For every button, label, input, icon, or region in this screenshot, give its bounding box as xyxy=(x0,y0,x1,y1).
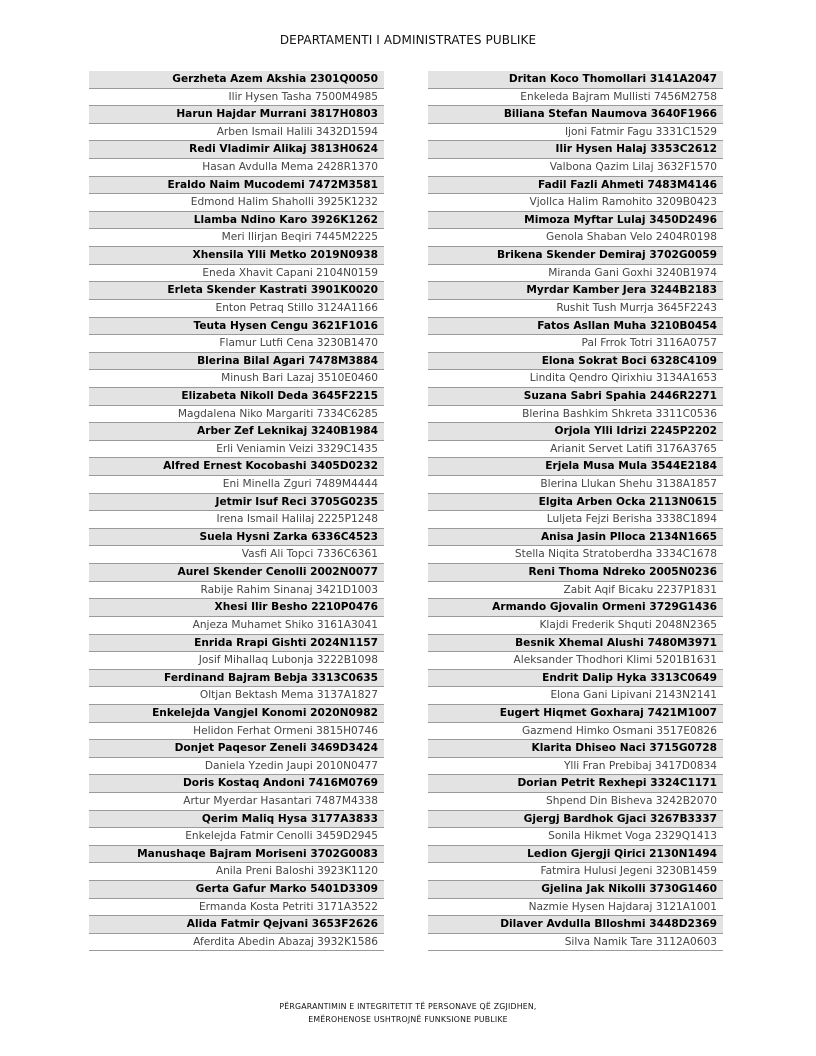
list-item: Erjela Musa Mula 3544E2184 xyxy=(428,458,723,476)
list-item: Arber Zef Leknikaj 3240B1984 xyxy=(89,423,384,441)
list-item: Suzana Sabri Spahia 2446R2271 xyxy=(428,388,723,406)
list-item: Xhesi Ilir Besho 2210P0476 xyxy=(89,599,384,617)
list-item: Meri Ilirjan Beqiri 7445M2225 xyxy=(89,229,384,247)
list-item: Anila Preni Baloshi 3923K1120 xyxy=(89,863,384,881)
list-item: Elgita Arben Ocka 2113N0615 xyxy=(428,494,723,512)
list-item: Arianit Servet Latifi 3176A3765 xyxy=(428,441,723,459)
list-item: Gjelina Jak Nikolli 3730G1460 xyxy=(428,881,723,899)
footer-line-1: PËRGARANTIMIN E INTEGRITETIT TË PERSONAVE QË ZGJIDHEN, xyxy=(279,1002,537,1011)
list-item: Dritan Koco Thomollari 3141A2047 xyxy=(428,71,723,89)
list-item: Dorian Petrit Rexhepi 3324C1171 xyxy=(428,775,723,793)
right-name-list xyxy=(428,71,723,951)
list-item: Redi Vladimir Alikaj 3813H0624 xyxy=(89,141,384,159)
list-item: Flamur Lutfi Cena 3230B1470 xyxy=(89,335,384,353)
list-item: Stella Niqita Stratoberdha 3334C1678 xyxy=(428,546,723,564)
list-item: Fatos Asllan Muha 3210B0454 xyxy=(428,318,723,336)
list-item: Vjollca Halim Ramohito 3209B0423 xyxy=(428,194,723,212)
list-item: Ferdinand Bajram Bebja 3313C0635 xyxy=(89,670,384,688)
list-item: Suela Hysni Zarka 6336C4523 xyxy=(89,529,384,547)
list-item: Blerina Bilal Agari 7478M3884 xyxy=(89,353,384,371)
list-item: Pal Frrok Totri 3116A0757 xyxy=(428,335,723,353)
list-item: Erleta Skender Kastrati 3901K0020 xyxy=(89,282,384,300)
list-item: Klajdi Frederik Shquti 2048N2365 xyxy=(428,617,723,635)
list-item: Klarita Dhiseo Naci 3715G0728 xyxy=(428,740,723,758)
list-item: Elona Gani Lipivani 2143N2141 xyxy=(428,687,723,705)
list-item: Silva Namik Tare 3112A0603 xyxy=(428,934,723,952)
list-item: Rabije Rahim Sinanaj 3421D1003 xyxy=(89,582,384,600)
list-item: Biliana Stefan Naumova 3640F1966 xyxy=(428,106,723,124)
list-item: Gerta Gafur Marko 5401D3309 xyxy=(89,881,384,899)
list-item: Brikena Skender Demiraj 3702G0059 xyxy=(428,247,723,265)
list-item: Gerzheta Azem Akshia 2301Q0050 xyxy=(89,71,384,89)
list-item: Reni Thoma Ndreko 2005N0236 xyxy=(428,564,723,582)
list-item: Elona Sokrat Boci 6328C4109 xyxy=(428,353,723,371)
list-item: Genola Shaban Velo 2404R0198 xyxy=(428,229,723,247)
list-item: Blerina Llukan Shehu 3138A1857 xyxy=(428,476,723,494)
list-item: Teuta Hysen Cengu 3621F1016 xyxy=(89,318,384,336)
list-item: Miranda Gani Goxhi 3240B1974 xyxy=(428,265,723,283)
list-item: Armando Gjovalin Ormeni 3729G1436 xyxy=(428,599,723,617)
list-item: Donjet Paqesor Zeneli 3469D3424 xyxy=(89,740,384,758)
list-item: Besnik Xhemal Alushi 7480M3971 xyxy=(428,635,723,653)
list-item: Llamba Ndino Karo 3926K1262 xyxy=(89,212,384,230)
list-item: Fadil Fazli Ahmeti 7483M4146 xyxy=(428,177,723,195)
list-item: Artur Myerdar Hasantari 7487M4338 xyxy=(89,793,384,811)
list-item: Enton Petraq Stillo 3124A1166 xyxy=(89,300,384,318)
list-item: Enkelejda Fatmir Cenolli 3459D2945 xyxy=(89,828,384,846)
list-item: Eneda Xhavit Capani 2104N0159 xyxy=(89,265,384,283)
list-item: Manushaqe Bajram Moriseni 3702G0083 xyxy=(89,846,384,864)
list-item: Ylli Fran Prebibaj 3417D0834 xyxy=(428,758,723,776)
list-item: Gjergj Bardhok Gjaci 3267B3337 xyxy=(428,811,723,829)
list-item: Endrit Dalip Hyka 3313C0649 xyxy=(428,670,723,688)
page-footer xyxy=(0,1000,816,1026)
list-item: Ilir Hysen Tasha 7500M4985 xyxy=(89,89,384,107)
list-item: Eugert Hiqmet Goxharaj 7421M1007 xyxy=(428,705,723,723)
list-item: Fatmira Hulusi Jegeni 3230B1459 xyxy=(428,863,723,881)
page-title: DEPARTAMENTI I ADMINISTRATES PUBLIKE xyxy=(279,33,537,47)
list-item: Xhensila Ylli Metko 2019N0938 xyxy=(89,247,384,265)
list-item: Enkelejda Vangjel Konomi 2020N0982 xyxy=(89,705,384,723)
list-item: Lindita Qendro Qirixhiu 3134A1653 xyxy=(428,370,723,388)
list-item: Qerim Maliq Hysa 3177A3833 xyxy=(89,811,384,829)
list-item: Oltjan Bektash Mema 3137A1827 xyxy=(89,687,384,705)
list-item: Aurel Skender Cenolli 2002N0077 xyxy=(89,564,384,582)
list-item: Enkeleda Bajram Mullisti 7456M2758 xyxy=(428,89,723,107)
list-item: Orjola Ylli Idrizi 2245P2202 xyxy=(428,423,723,441)
list-item: Magdalena Niko Margariti 7334C6285 xyxy=(89,406,384,424)
list-item: Erli Veniamin Veizi 3329C1435 xyxy=(89,441,384,459)
list-item: Ilir Hysen Halaj 3353C2612 xyxy=(428,141,723,159)
list-item: Myrdar Kamber Jera 3244B2183 xyxy=(428,282,723,300)
list-item: Shpend Din Bisheva 3242B2070 xyxy=(428,793,723,811)
list-item: Gazmend Himko Osmani 3517E0826 xyxy=(428,723,723,741)
list-item: Aferdita Abedin Abazaj 3932K1586 xyxy=(89,934,384,952)
list-item: Eraldo Naim Mucodemi 7472M3581 xyxy=(89,177,384,195)
list-item: Jetmir Isuf Reci 3705G0235 xyxy=(89,494,384,512)
list-item: Sonila Hikmet Voga 2329Q1413 xyxy=(428,828,723,846)
list-item: Anisa Jasin Plloca 2134N1665 xyxy=(428,529,723,547)
list-item: Dilaver Avdulla Blloshmi 3448D2369 xyxy=(428,916,723,934)
list-item: Alida Fatmir Qejvani 3653F2626 xyxy=(89,916,384,934)
left-name-list xyxy=(89,71,384,951)
list-item: Minush Bari Lazaj 3510E0460 xyxy=(89,370,384,388)
list-item: Helidon Ferhat Ormeni 3815H0746 xyxy=(89,723,384,741)
footer-line-2: EMËROHENOSE USHTROJNË FUNKSIONE PUBLIKE xyxy=(308,1015,508,1024)
list-item: Daniela Yzedin Jaupi 2010N0477 xyxy=(89,758,384,776)
list-item: Anjeza Muhamet Shiko 3161A3041 xyxy=(89,617,384,635)
list-item: Mimoza Myftar Lulaj 3450D2496 xyxy=(428,212,723,230)
list-item: Ijoni Fatmir Fagu 3331C1529 xyxy=(428,124,723,142)
list-item: Josif Mihallaq Lubonja 3222B1098 xyxy=(89,652,384,670)
list-item: Valbona Qazim Lilaj 3632F1570 xyxy=(428,159,723,177)
list-item: Eni Minella Zguri 7489M4444 xyxy=(89,476,384,494)
list-item: Irena Ismail Halilaj 2225P1248 xyxy=(89,511,384,529)
list-item: Rushit Tush Murrja 3645F2243 xyxy=(428,300,723,318)
list-item: Arben Ismail Halili 3432D1594 xyxy=(89,124,384,142)
list-item: Aleksander Thodhori Klimi 5201B1631 xyxy=(428,652,723,670)
list-item: Harun Hajdar Murrani 3817H0803 xyxy=(89,106,384,124)
list-item: Edmond Halim Shaholli 3925K1232 xyxy=(89,194,384,212)
list-item: Blerina Bashkim Shkreta 3311C0536 xyxy=(428,406,723,424)
list-item: Elizabeta Nikoll Deda 3645F2215 xyxy=(89,388,384,406)
list-item: Nazmie Hysen Hajdaraj 3121A1001 xyxy=(428,899,723,917)
list-item: Enrida Rrapi Gishti 2024N1157 xyxy=(89,635,384,653)
list-item: Doris Kostaq Andoni 7416M0769 xyxy=(89,775,384,793)
list-item: Hasan Avdulla Mema 2428R1370 xyxy=(89,159,384,177)
list-item: Ledion Gjergji Qirici 2130N1494 xyxy=(428,846,723,864)
list-item: Ermanda Kosta Petriti 3171A3522 xyxy=(89,899,384,917)
list-item: Alfred Ernest Kocobashi 3405D0232 xyxy=(89,458,384,476)
list-item: Vasfi Ali Topci 7336C6361 xyxy=(89,546,384,564)
list-item: Luljeta Fejzi Berisha 3338C1894 xyxy=(428,511,723,529)
list-item: Zabit Aqif Bicaku 2237P1831 xyxy=(428,582,723,600)
